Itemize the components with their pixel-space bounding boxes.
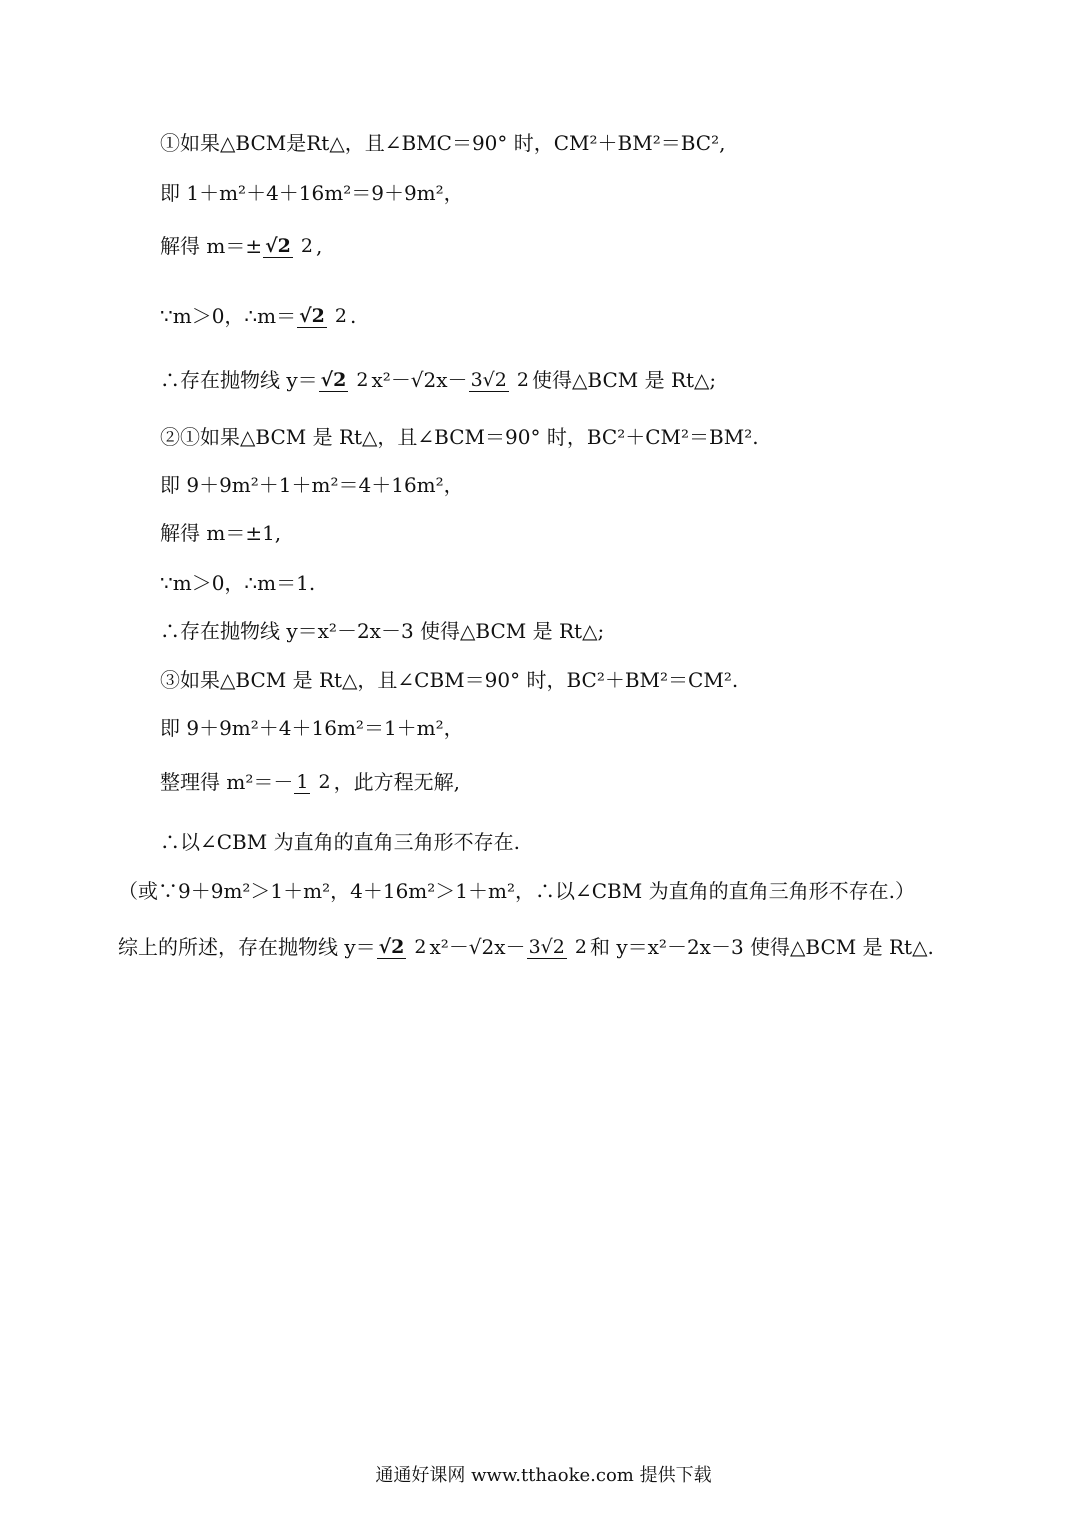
line-1: [160, 129, 726, 157]
line-7: [160, 471, 464, 499]
line-14-text: ∴以∠CBM 为直角的直角三角形不存在.: [160, 830, 520, 854]
line-3: 解得 m＝± √2 2 ,: [160, 234, 323, 258]
line-5: ∴存在抛物线 y＝ √2 2 x²－√2x－ 3√2 2 使得△BCM 是 Rt△;: [160, 368, 717, 392]
fraction-3sqrt2-over-2: 3√2 2: [528, 935, 587, 958]
fraction-sqrt2-over-2: √2 2: [299, 304, 347, 327]
line-2-text: 即 1＋m²＋4＋16m²＝9＋9m²，: [160, 181, 464, 205]
line-2: [160, 179, 464, 207]
line-6-text: ②①如果△BCM 是 Rt△，且∠BCM＝90° 时，BC²＋CM²＝BM².: [160, 425, 759, 449]
line-8: [160, 519, 281, 547]
line-1-text: ①如果△BCM是Rt△，且∠BMC＝90° 时，CM²＋BM²＝BC²,: [160, 131, 726, 155]
fraction-1-over-2: 1 2: [296, 770, 331, 793]
line-5-text: ∴存在抛物线 y＝: [160, 368, 318, 392]
fraction-sqrt2-over-2: √2 2: [378, 935, 427, 958]
line-9: [160, 569, 315, 597]
line-16-text: 综上的所述，存在抛物线 y＝: [118, 935, 376, 959]
line-10: [160, 617, 604, 645]
line-6: [160, 423, 759, 451]
line-13: 整理得 m²＝－ 1 2 ，此方程无解,: [160, 770, 460, 794]
line-3-text: 解得 m＝±: [160, 234, 263, 258]
line-15-text: （或∵9＋9m²＞1＋m²，4＋16m²＞1＋m²，∴以∠CBM 为直角的直角三角形不存在.）: [118, 879, 915, 903]
fraction-3sqrt2-over-2: 3√2 2: [470, 368, 529, 391]
line-16: 综上的所述，存在抛物线 y＝ √2 2 x²－√2x－ 3√2 2 和 y＝x²－2x－3 使得△BCM 是 Rt△.: [118, 935, 934, 959]
fraction-sqrt2-over-2: √2 2: [265, 234, 313, 257]
line-12: [160, 714, 464, 742]
line-11: [160, 666, 738, 694]
line-10-text: ∴存在抛物线 y＝x²－2x－3 使得△BCM 是 Rt△;: [160, 619, 605, 643]
line-7-text: 即 9＋9m²＋1＋m²＝4＋16m²，: [160, 473, 464, 497]
line-12-text: 即 9＋9m²＋4＋16m²＝1＋m²，: [160, 716, 464, 740]
line-9-text: ∵m＞0，∴m＝1.: [160, 571, 316, 595]
line-4: ∵m＞0，∴m＝ √2 2 .: [160, 304, 357, 328]
line-4-text: ∵m＞0，∴m＝: [160, 304, 297, 328]
line-8-text: 解得 m＝±1,: [160, 521, 282, 545]
fraction-sqrt2-over-2: √2 2: [320, 368, 369, 391]
line-15: [118, 877, 915, 905]
line-13-text: 整理得 m²＝－: [160, 770, 294, 794]
line-14: [160, 828, 520, 856]
page-footer: 通通好课网 www.tthaoke.com 提供下载: [375, 1465, 712, 1486]
line-11-text: ③如果△BCM 是 Rt△，且∠CBM＝90° 时，BC²＋BM²＝CM².: [160, 668, 739, 692]
